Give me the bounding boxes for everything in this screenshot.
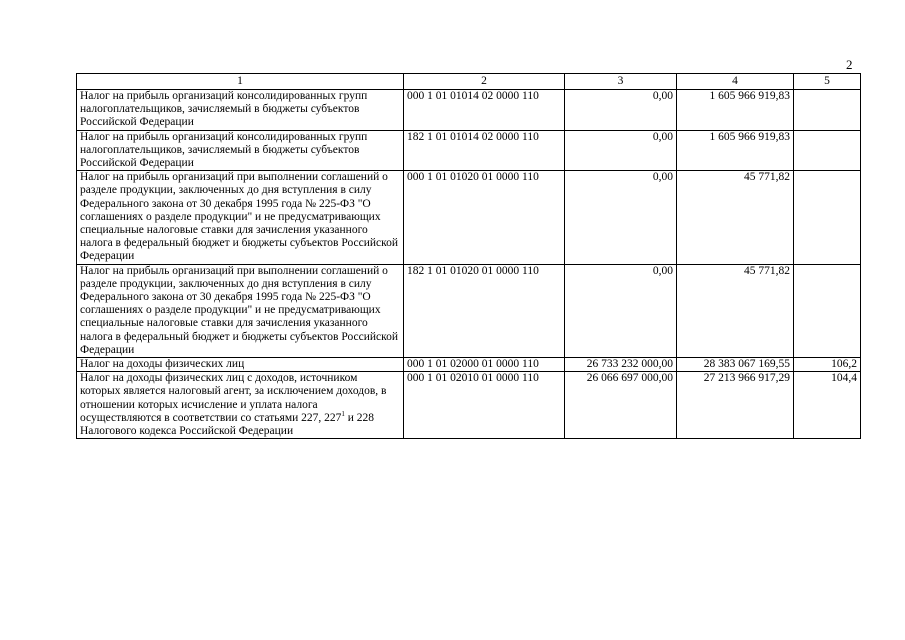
row-col3: 0,00 (565, 90, 677, 131)
row-name: Налог на прибыль организаций консолидированных групп налогоплательщиков, зачисляемый в бюджеты субъектов Российской Федерации (77, 90, 404, 131)
row-name: Налог на доходы физических лиц (77, 358, 404, 372)
row-col4: 45 771,82 (677, 171, 794, 264)
row-name (77, 372, 404, 439)
table-row (77, 264, 861, 357)
row-code: 000 1 01 01020 01 0000 110 (404, 171, 565, 264)
row-col4: 1 605 966 919,83 (677, 130, 794, 171)
row-col4: 27 213 966 917,29 (677, 372, 794, 439)
row-name: Налог на прибыль организаций при выполнении соглашений о разделе продукции, заключенных до дня вступления в силу Федерального закона от 30 декабря 1995 года № 225-ФЗ "О соглашениях о разделе продукции" и не предусматривающих специальные налоговые ставки для зачисления указанного налога в федеральный бюджет и бюджеты субъектов Российской Федерации (77, 171, 404, 264)
row-name: Налог на прибыль организаций при выполнении соглашений о разделе продукции, заключенных до дня вступления в силу Федерального закона от 30 декабря 1995 года № 225-ФЗ "О соглашениях о разделе продукции" и не предусматривающих специальные налоговые ставки для зачисления указанного налога в федеральный бюджет и бюджеты субъектов Российской Федерации (77, 264, 404, 357)
column-header-4: 4 (677, 74, 794, 90)
row-col3: 26 066 697 000,00 (565, 372, 677, 439)
row-col3: 0,00 (565, 264, 677, 357)
row-code: 000 1 01 01014 02 0000 110 (404, 90, 565, 131)
row-col4: 1 605 966 919,83 (677, 90, 794, 131)
row-col3: 0,00 (565, 130, 677, 171)
row-col5 (794, 130, 861, 171)
row-col4: 45 771,82 (677, 264, 794, 357)
row-name: Налог на прибыль организаций консолидированных групп налогоплательщиков, зачисляемый в бюджеты субъектов Российской Федерации (77, 130, 404, 171)
table-row (77, 358, 861, 372)
row-col5 (794, 171, 861, 264)
row-code: 000 1 01 02000 01 0000 110 (404, 358, 565, 372)
row-code: 182 1 01 01014 02 0000 110 (404, 130, 565, 171)
row-code: 000 1 01 02010 01 0000 110 (404, 372, 565, 439)
row-col5: 104,4 (794, 372, 861, 439)
page-number: 2 (846, 57, 853, 72)
row-col3: 0,00 (565, 171, 677, 264)
row-col5: 106,2 (794, 358, 861, 372)
table-row (77, 171, 861, 264)
revenue-table (76, 73, 861, 439)
row-col3: 26 733 232 000,00 (565, 358, 677, 372)
table-row (77, 90, 861, 131)
table-row (77, 130, 861, 171)
row-code: 182 1 01 01020 01 0000 110 (404, 264, 565, 357)
column-header-3: 3 (565, 74, 677, 90)
table-row (77, 372, 861, 439)
row-col4: 28 383 067 169,55 (677, 358, 794, 372)
row-name-superscript: 1 (341, 410, 345, 419)
column-header-1: 1 (77, 74, 404, 90)
table-header-row (77, 74, 861, 90)
row-name-text-end: и 228 Налогового кодекса Российской Федерации (80, 411, 375, 438)
column-header-5: 5 (794, 74, 861, 90)
column-header-2: 2 (404, 74, 565, 90)
row-col5 (794, 90, 861, 131)
row-name-text: Налог на доходы физических лиц с доходов, источником которых является налоговый агент, за исключением доходов, в отношении которых исчисление и уплата налога осуществляются в соответствии со статьями 227, 227 (80, 372, 387, 424)
row-col5 (794, 264, 861, 357)
